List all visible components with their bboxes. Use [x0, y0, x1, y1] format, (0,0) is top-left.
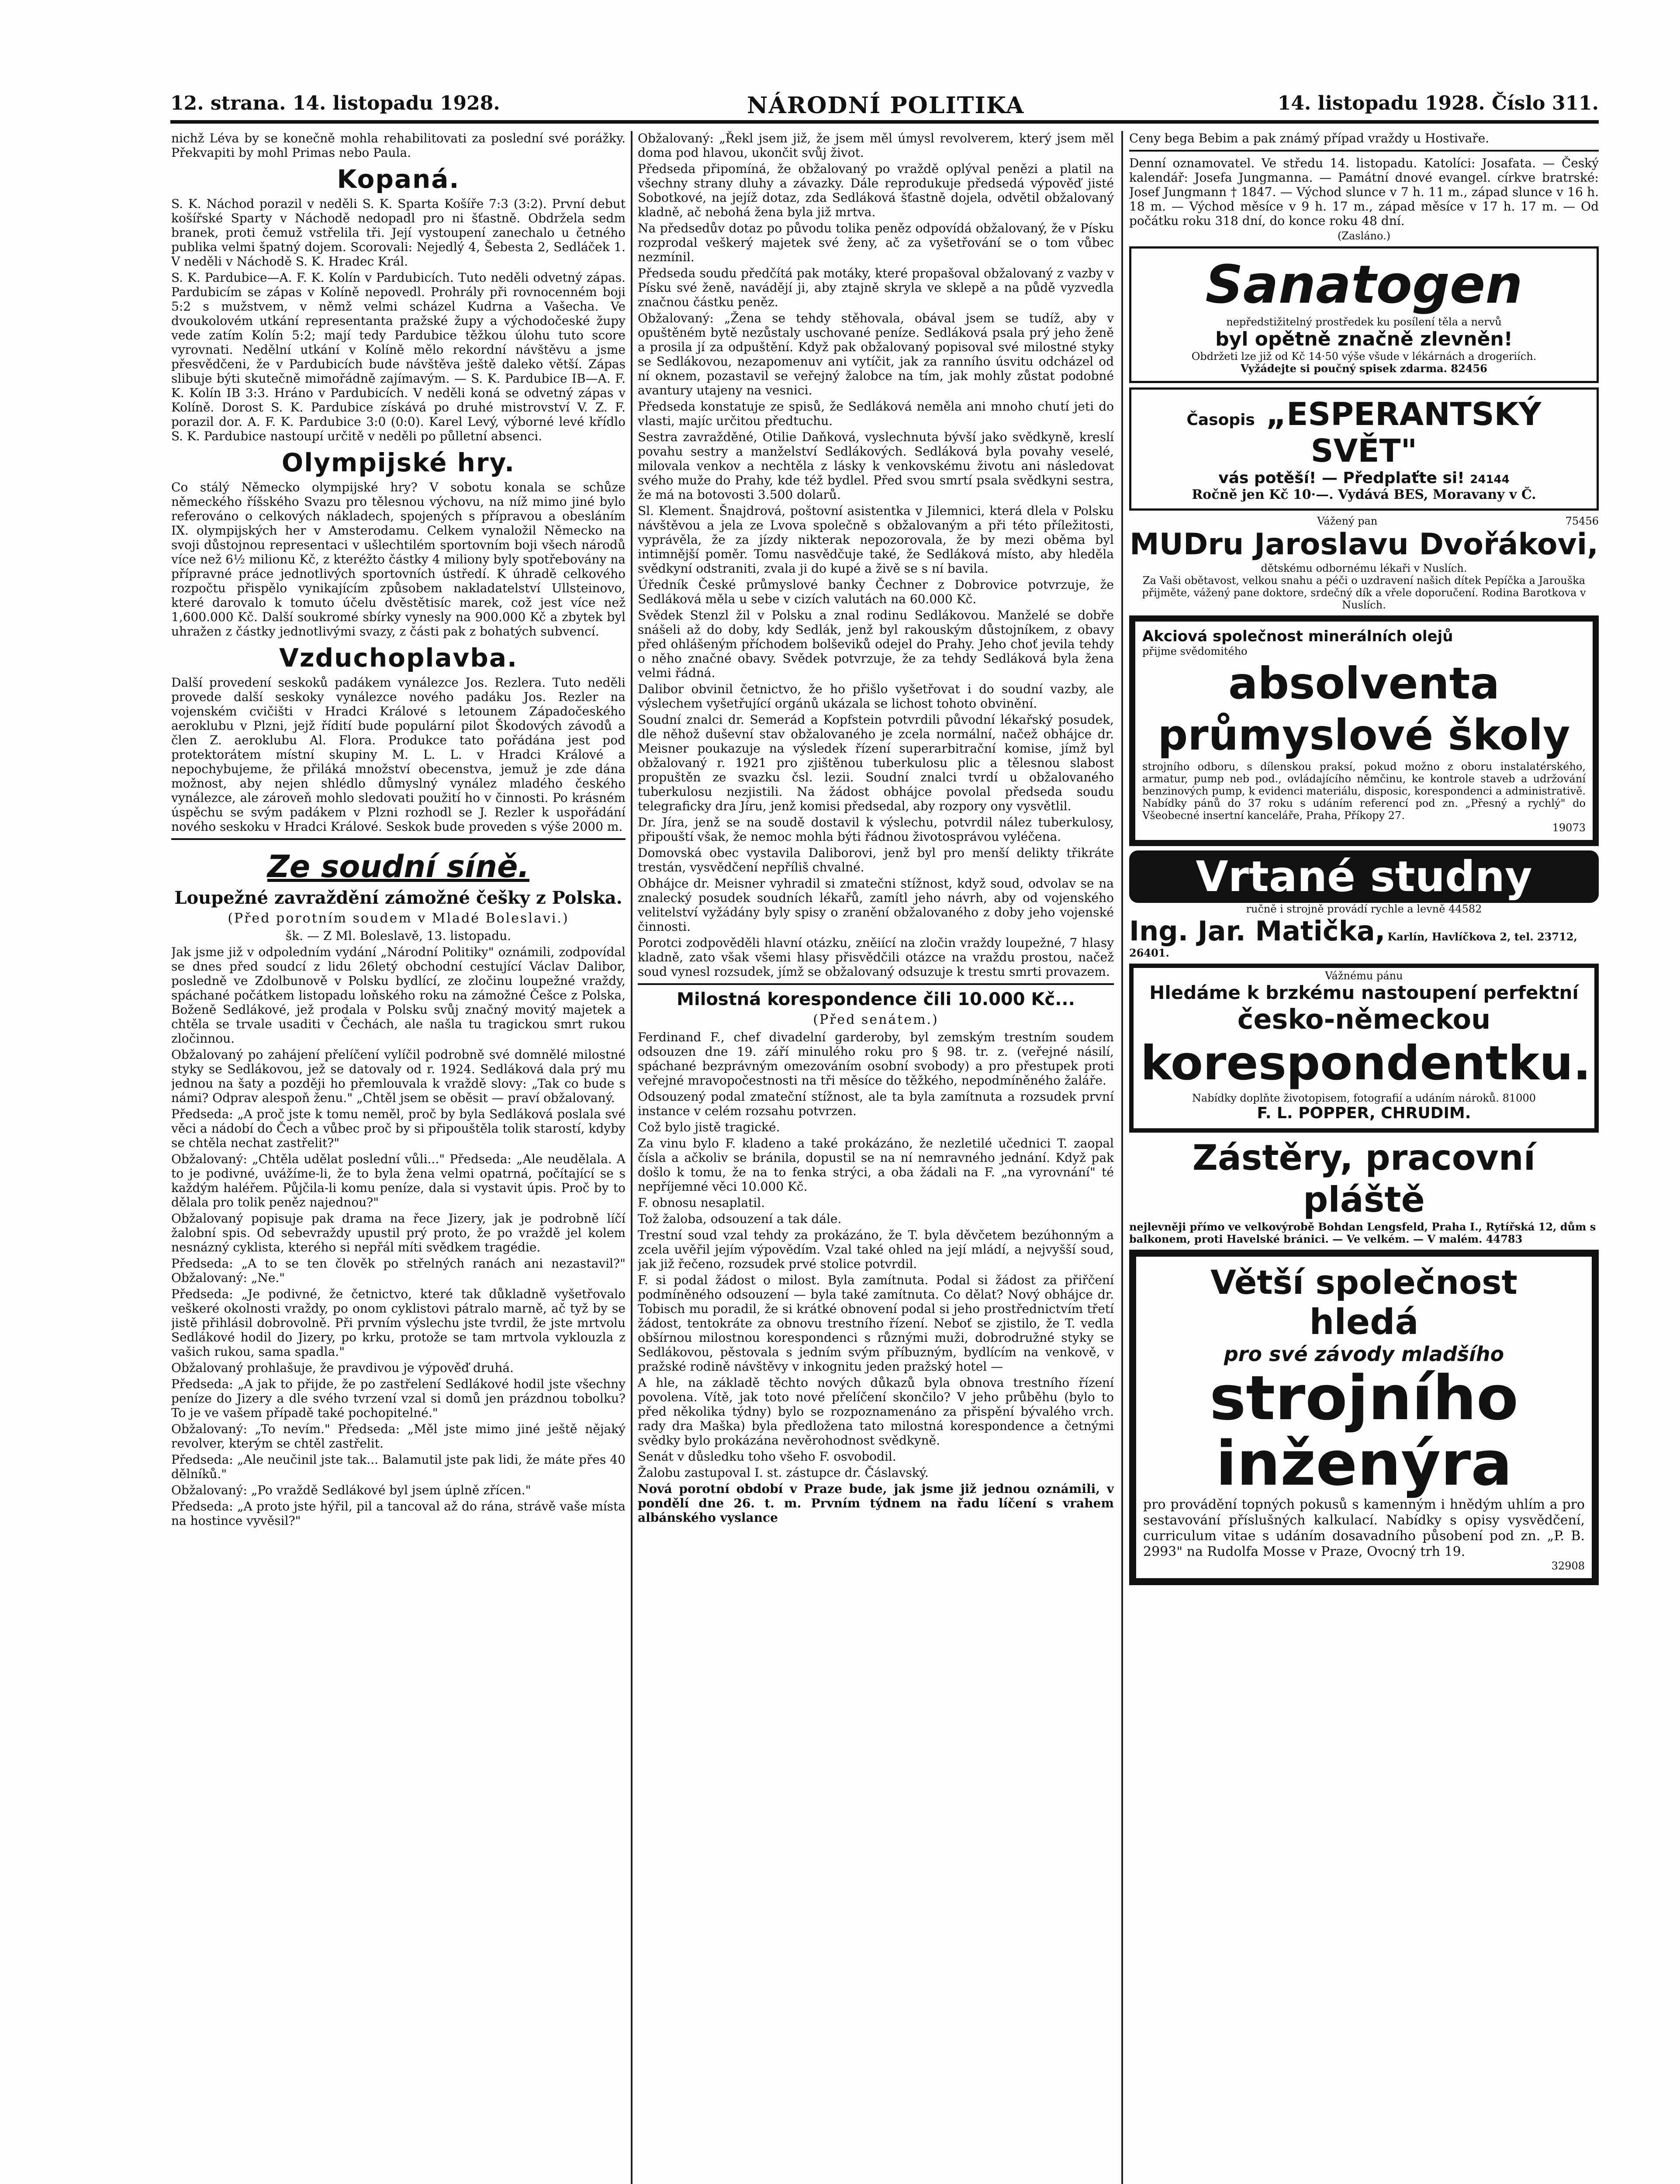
ad-text: Karlín, Havlíčkova 2, tel. 23712, 26401. — [1129, 930, 1577, 959]
text-paragraph: Předseda připomíná, že obžalovaný po vraždě oplýval penězi a platil na všechny strany dluhy a závazky. Dále reprodukuje předsedá výpověď jisté Sobotkové, na jejíž dotaz, zda Sedláková šťastně dojela, odvětil obžalovaný kladně, ač nebohá žena byla již mrtva. — [638, 162, 1114, 219]
section-title-olympijske-hry: Olympijské hry. — [281, 448, 515, 477]
text-paragraph: Svědek Stenzl žil v Polsku a znal rodinu Sedlákovou. Manželé se dobře snášeli až do doby, kdy Sedlák, jenž byl rakouským důstojníkem, z obavy před ohlášeným příchodem bolševiků odejel do Prahy. Jeho choť jevila tehdy o něho značné obavy. Svědek potvrzuje, že za tehdy Sedláková byla žena velmi řádná. — [638, 608, 1114, 680]
ad-number: 19073 — [1552, 822, 1586, 834]
ad-strojni-inzenyr — [1129, 1250, 1599, 1585]
ad-brand: Sanatogen — [1205, 255, 1523, 315]
ad-text: Ročně jen Kč 10·—. Vydává BES, Moravany v Č. — [1192, 487, 1536, 502]
ad-text: pro provádění topných pokusů s kamenným i hnědým uhlím a pro sestavování příslušných kalkulací. Nabídky s opisy vysvědčení, curriculum vitae s udáním dosavadního působení pod zn. „P. B. 2993" na Rudolfa Mosse v Praze, Ovocný trh 19. — [1143, 1497, 1585, 1559]
ad-text: ručně i strojně provádí rychle a levně — [1246, 903, 1445, 915]
text-paragraph: Odsouzený podal zmateční stížnost, ale ta byla zamítnuta a rozsudek první instance v celém rozsahu potvrzen. — [638, 1089, 1114, 1118]
zaslano-label: (Zasláno.) — [1337, 230, 1391, 242]
column-1 — [171, 131, 626, 2184]
section-title-kopana: Kopaná. — [337, 164, 460, 194]
ad-headline: Zástěry, pracovní pláště — [1192, 1137, 1536, 1220]
column-2 — [638, 131, 1114, 2184]
ad-esperanto — [1129, 387, 1599, 511]
ad-text: přijme svědomitého — [1142, 645, 1248, 657]
column-3 — [1129, 131, 1599, 2184]
ad-note: Vyžádejte si poučný spisek zdarma. — [1241, 362, 1448, 375]
text-paragraph: Ferdinand F., chef divadelní garderoby, byl zemským trestním soudem odsouzen dne 19. září minulého roku pro § 98. tr. z. (veřejné násilí, spáchané bezprávným omezováním osobní svobody) a pro přestupek proti veřejné mravopočestnosti na tři měsíce do těžkého, nepodmíněného žaláře. — [638, 1030, 1114, 1088]
masthead-title: NÁRODNÍ POLITIKA — [747, 92, 1025, 119]
text-paragraph: Soudní znalci dr. Semerád a Kopfstein potvrdili původní lékařský posudek, dle něhož duševní stav obžalovaného je zcela normální, načež obhájce dr. Meisner poukazuje na výsledek řízení superarbitrační komise, jímž byl obžalovaný r. 1921 pro zjištěnou tuberkulosu plic a tělesnou slabost propuštěn ze svazku čsl. lezii. Soudní znalci tvrdí u obžalovaného tuberkulosu nezjistili. Na žádost obhájce povolal předseda soudu telegraficky dra Jíru, jenž komisi předsedal, aby rozpory ony vysvětlil. — [638, 712, 1114, 813]
text-paragraph: Předseda: „A proto jste hýřil, pil a tancoval až do rána, strávě vaše místa na hostince vyvěsil?" — [171, 1499, 626, 1528]
text-paragraph: Nová porotní období v Praze bude, jak jsme již jednou oznámili, v pondělí dne 26. t. m. Prvním týdnem na řadu líčení s vrahem albánského vyslance — [638, 1482, 1114, 1525]
ad-studny — [1129, 850, 1599, 959]
dateline: šk. — Z Ml. Boleslavě, 13. listopadu. — [285, 929, 512, 943]
ad-text: strojního odboru, s dílenskou praksí, pokud možno z oboru instalatérského, armatur, pump neb pod., ovládajícího němčinu, ke kontrole staveb a udržování benzinových pump, k evidenci materiálu, disposic, korespondenci a administrativě. Nabídky pánů do 37 roku s udáním referencí pod zn. „Přesný a rychlý" do Všeobecné insertní kanceláře, Praha, Příkopy 27. — [1142, 760, 1586, 822]
ad-popper — [1129, 964, 1599, 1133]
ad-text: pro své závody mladšího — [1224, 1342, 1504, 1366]
ad-number: 44783 — [1486, 1233, 1523, 1245]
column-rule — [631, 131, 633, 2184]
ad-text: nepředstižitelný prostředek ku posílení těla a nervů — [1226, 316, 1502, 328]
ad-text — [1129, 903, 1599, 915]
ad-mineral-oil — [1129, 615, 1599, 846]
text-paragraph: Dalibor obvinil četnictvo, že ho přišlo vyšetřovat i do soudní vazby, ale výslechem vyšetřující orgánů ukázala se lichost tohoto obvinění. — [638, 682, 1114, 711]
ad-headline: korespondentku. — [1141, 1036, 1591, 1091]
text-paragraph: Obžalovaný po zahájení přelíčení vylíčil podrobně své domnělé milostné styky se Sedlákovou, jež se datovaly od r. 1924. Sedláková dala prý mu jednou na šaty a později ho přemlouvala k vraždě slovy: „Tak co bude s námi? Odprav alespoň ženu." „Chtěl jsem se oběsit — praví obžalovaný. — [171, 1047, 626, 1105]
ad-text: Hledáme k brzkému nastoupení perfektní — [1149, 982, 1579, 1003]
ad-headline: strojního — [1210, 1363, 1518, 1434]
article-subtitle: (Před porotním soudem v Mladé Boleslavi.) — [228, 911, 569, 926]
ad-headline: hledá — [1309, 1302, 1419, 1342]
ad-banner: Vrtané studny — [1129, 850, 1599, 903]
divider — [171, 838, 626, 840]
text-paragraph: Předseda: „A proč jste k tomu neměl, proč by byla Sedláková poslala své věci a nádobí do Čech a vůbec proč by si připouštěla tolik starostí, kdyby se chtěla nechat zastřelit?" — [171, 1107, 626, 1150]
ad-text: Nabídky doplňte životopisem, fotografií a udáním nároků. — [1192, 1092, 1499, 1104]
text-paragraph: Tož žaloba, odsouzení a tak dále. — [638, 1212, 842, 1226]
ad-headline: Ing. Jar. Matička, — [1129, 915, 1386, 947]
ad-text: Za Vaši obětavost, velkou snahu a péči o uzdravení našich dítek Pepíčka a Jarouška přijměte, vážený pane doktore, srdečný dík a vřele doporučení. Rodina Barotkova v Nuslích. — [1142, 574, 1586, 611]
text-paragraph: Domovská obec vystavila Daliborovi, jenž byl pro menší delikty třikráte trestán, vysvědčení nepříliš chvalné. — [638, 846, 1114, 874]
ad-salutation: Vážnému pánu — [1325, 970, 1403, 982]
ad-cta: vás potěší! — Předplaťte si! — [1218, 469, 1465, 487]
text-paragraph: Žalobu zastupoval I. st. zástupce dr. Čáslavský. — [638, 1465, 929, 1480]
column-rule — [1121, 131, 1123, 2184]
ad-number: 24144 — [1470, 473, 1510, 486]
text-paragraph: Obžalovaný: „To nevím." Předseda: „Měl jste mimo jiné ještě nějaký revolver, kterým se chtěl zastřelit. — [171, 1422, 626, 1451]
text-paragraph: Sl. Klement. Šnajdrová, poštovní asistentka v Jilemnici, která dlela v Polsku návštěvou a jela ze Lvova společně s obžalovaným a při této příležitosti, vyprávěla, že za jízdy nikterak nepozorovala, že by mezi oběma byl intimnější poměr. Tomu nasvědčuje také, že Sedláková místo, aby hleděla svědkyní odstraniti, zvala ji do kupé a živě se s ní bavila. — [638, 504, 1114, 576]
text-paragraph: Za vinu bylo F. kladeno a také prokázáno, že nezletilé učednici T. zaopal čísla a ačkoliv se bránila, dopustil se na ní nemravného jednání. Když pak došlo k tomu, že na to fenka strýci, a oba žádali na F. „na vyrovnání" té nepříjemné věci 10.000 Kč. — [638, 1136, 1114, 1194]
text-paragraph: Obžalovaný: „Žena se tehdy stěhovala, obával jsem se tudíž, aby v opuštěném bytě nezůstaly uschované peníze. Sedláková psala prý jeho ženě a prosila jí za odpuštění. Když pak obžalovaný popisoval své milostné styky se Sedlákovou, nezapomenuv ani vytíčit, jak za ranního úsvitu odcházel od ní oknem, pozastavil se veřejný žalobce na tím, jak mohly zůstat podobné avantury utajeny na vesnici. — [638, 311, 1114, 397]
text-paragraph: A hle, na základě těchto nových důkazů byla obnova trestního řízení povolena. Vítě, jak toto nové přelíčení skončilo? V jeho průběhu (bylo to před několika týdny) bylo se rozpoznamenáno za přispění bývalého vrch. rady dra Maška) byla předložena tato milostná korespondence a četnými svědky bylo prokázána nevěrohodnost svědkyně. — [638, 1375, 1114, 1448]
text-paragraph: Obžalovaný prohlašuje, že pravdivou je výpověď druhá. — [171, 1361, 514, 1375]
text-paragraph: S. K. Náchod porazil v neděli S. K. Sparta Košíře 7:3 (3:2). První debut košířské Sparty v Náchodě nedopadl pro ni šťastně. Obdržela sedm branek, proti čemuž vstřelila tři. Její vystoupení zanechalo u četného publika velmi špatný dojem. Scorovali: Nejedlý 4, Šebesta 2, Sedláček 1. V neděli v Náchodě S. K. Hradec Král. — [171, 197, 626, 269]
divider — [638, 983, 1114, 985]
ad-number: 81000 — [1502, 1092, 1536, 1104]
daily-calendar: Denní oznamovatel. Ve středu 14. listopadu. Katolíci: Josafata. — Český kalendář: Josefa Jungmanna. — Památní dnové evangel. církve bratrské: Josef Jungmann † 1847. — Východ slunce v 7 h. 11 m., západ slunce v 16 h. 18 m. — Východ měsíce v 9 h. 17 m., západ měsíce v 17 h. 17 m. — Od počátku roku 318 dní, do konce roku 48 dní. — [1129, 156, 1599, 228]
page-header — [170, 90, 1599, 124]
text-paragraph: Předseda konstatuje ze spisů, že Sedláková neměla ani mnoho chutí jeti do vlasti, majíc určitou předtuchu. — [638, 399, 1114, 428]
text-paragraph: Obžalovaný: „Chtěla udělat poslední vůli..." Předseda: „Ale neudělala. A to je podivné, uvážíme-li, že to byla žena velmi opatrná, počítající se s každým haléřem. Půjčila-li komu peníze, dala si vystavit úpis. Proč by to dělala pro tolik peněz najednou?" — [171, 1152, 626, 1209]
ad-text: dětskému odbornému lékaři v Nuslích. — [1261, 562, 1467, 574]
ad-headline: průmyslové školy — [1158, 711, 1570, 760]
text-paragraph: Což bylo jistě tragické. — [638, 1120, 780, 1134]
article-title: Loupežné zavraždění zámožné češky z Polska. — [174, 888, 622, 908]
text-paragraph: Co stálý Německo olympijské hry? V sobotu konala se schůze německého říšského Svazu pro tělesnou výchovu, na níž mimo jiné bylo referováno o celkových nákladech, spojených s přípravou a obesláním IX. olympijských her v Amsterodamu. Celkem vynaložil Německo na svoji důstojnou representaci v ušlechtilém sportovním boji všech národů více než 6½ milionu Kč, z kteréžto částky 4 miliony byly spotřebovány na přípravné práce jednotlivých sportovních ústředí. K úhradě celkového rozpočtu přispělo vynikajícím způsobem nakladatelství Ullsteinovo, které darovalo k tomuto účelu dvěstětisíc marek, což jest více než 1,600.000 Kč. Další soukromé sbírky vynesly na 900.000 Kč a zbytek byl uhražen z částky jednotlivými svazy, z části pak z bohatých subvencí. — [171, 480, 626, 639]
ad-contact-row — [1129, 915, 1599, 959]
section-title-soudni-sin: Ze soudní síně. — [267, 849, 530, 885]
ad-text: Obdržeti lze již od Kč 14·50 výše všude v lékárnách a drogeriích. — [1191, 350, 1537, 363]
ad-text — [1138, 363, 1590, 375]
text-paragraph: Předseda: „A jak to přijde, že po zastřelení Sedlákové hodil jste všechny peníze do Jizery a dle svého tvrzení vzal si domů jen prázdnou tobolku? To je ve vašem případě také pochopitelné." — [171, 1377, 626, 1420]
text-paragraph: Ceny bega Bebim a pak známý případ vraždy u Hostivaře. — [1129, 131, 1490, 145]
header-right: 14. listopadu 1928. Číslo 311. — [1277, 92, 1599, 114]
text-paragraph: Obžalovaný: „Řekl jsem již, že jsem měl úmysl revolverem, který jsem měl doma pod hlavou, ukončit svůj život. — [638, 131, 1114, 160]
text-paragraph: Úředník České průmyslové banky Čechner z Dobrovice potvrzuje, že Sedláková měla u sebe v cizích valutách na 60.000 Kč. — [638, 577, 1114, 606]
text-paragraph: Sestra zavražděné, Otilie Daňková, vyslechnuta bývší jako svědkyně, kreslí povahu sestry a manželství Sedlákových. Sedláková byla povahy veselé, milovala venkov a nechtěla z lásky k venkovskému životu ani následovat svého muže do Prahy, kde též bydlel. Před svou smrtí psala svědkyni sestra, že má na botovosti 3.500 dolarů. — [638, 430, 1114, 502]
ad-sanatogen — [1129, 246, 1599, 383]
ad-number: 44582 — [1448, 903, 1482, 915]
ad-text — [1129, 515, 1599, 527]
ad-headline: MUDru Jaroslavu Dvořákovi, — [1130, 527, 1598, 562]
text-paragraph: Senát v důsledku toho všeho F. osvobodil. — [638, 1449, 896, 1464]
ad-headline: byl opětně značně zlevněn! — [1215, 328, 1513, 350]
ad-zastery — [1129, 1137, 1599, 1245]
ad-text — [1138, 469, 1590, 487]
ad-number: 32908 — [1551, 1560, 1585, 1572]
text-paragraph: S. K. Pardubice—A. F. K. Kolín v Pardubicích. Tuto neděli odvetný zápas. Pardubicím se zápas v Kolíně nepovedl. Prohrály při rovnocenném boji 5:2 s mužstvem, v němž velmi scházel Kudrna a Vašecha. Ve dvoukolovém utkání representanta pražské župy a východočeské župy vede zatím Kolín 5:2; mají tedy Pardubice těžkou úlohu tuto score vyrovnati. Nedělní utkání v Kolíně mělo rekordní návštěvu a jsme přesvědčeni, že v Pardubicích bude návštěva ještě daleko větší. Zápas slibuje býti skutečně mimořádně zajímavým. — S. K. Pardubice IB—A. F. K. Kolín IB 3:3. Hráno v Pardubicích. V neděli koná se odvetný zápas v Kolíně. Dorost S. K. Pardubice získává po druhé mistrovství V. Z. F. porazil dor. A. F. K. Pardubice 3:0 (0:0). Karel Levý, výborné levé křídlo S. K. Pardubice nastoupí určitě v neděli po půlletní absenci. — [171, 270, 626, 443]
text-paragraph: Trestní soud vzal tehdy za prokázáno, že T. byla děvčetem bezúhonným a zcela uvěřil jejím výpovědím. Vzal také ohled na její mládí, a nejvyšší soud, jak již řečeno, rozsudek prvé stolice potvrdil. — [638, 1228, 1114, 1271]
text-paragraph: Další provedení seskoků padákem vynálezce Jos. Rezlera. Tuto neděli provede další seskoky vynálezce nového padáku Jos. Rezler na vojenském cvičišti v Hradci Králové s letounem Západočeského aeroklubu v Plzni, jejž řídití bude populární pilot Škodových závodů a člen Z. aeroklubu Al. Flora. Produkce tato pořádána jest pod protektorátem místní skupiny M. L. L. v Hradci Králové a nepochybujeme, že přiláká množství obecenstva, jemuž je zde dána možnost, aby nejen shlédlo důmyslný vynález mladého českého vynálezce, ale zároveň mohlo sledovati použití ho v činnosti. Po krásném úspěchu se svým padákem v Plzni rozhodl se J. Rezler k uspořádání nového seskoku v Hradci Králové. Seskok bude proveden s výše 2000 m. — [171, 675, 626, 834]
ad-text: F. L. POPPER, CHRUDIM. — [1257, 1104, 1471, 1122]
header-left: 12. strana. 14. listopadu 1928. — [170, 92, 500, 114]
ad-salutation: Vážený pan — [1317, 515, 1378, 527]
section-title-vzduchoplavba: Vzduchoplavba. — [279, 643, 518, 673]
text-paragraph: Jak jsme již v odpoledním vydání „Národní Politiky" oznámili, zodpovídal se dnes před soudcí z lidu 26letý obchodní cestující Václav Dalibor, posledně ve Zdolbunově v Polsku bydlící, ze zločinu loupežné vraždy, spáchané počátkem listopadu loňského roku na zámožné Češce z Polska, Boženě Sedlákové, jež prodala v Polsku svůj značný movitý majetek a chtěla se trvale usaditi v Čechách, ale našla tu tragickou smrt rukou zločinnou. — [171, 945, 626, 1046]
text-paragraph: Předseda: „Ale neučinil jste tak... Balamutil jste pak lidi, že máte přes 40 dělníků." — [171, 1452, 626, 1481]
ad-number: 82456 — [1451, 362, 1487, 375]
ad-number: 75456 — [1565, 515, 1599, 527]
ad-headline: Větší společnost — [1210, 1263, 1518, 1302]
ad-mudr — [1129, 515, 1599, 611]
article-title: Milostná korespondence čili 10.000 Kč... — [677, 989, 1075, 1009]
text-paragraph: Předseda: „Je podivné, že četnictvo, které tak důkladně vyšetřovalo veškeré okolnosti vraždy, po onom cyklistovi pátralo marně, ač tyž by se jistě přihlásil dobrovolně. Při prvním výslechu jste tvrdil, že jste mrtvolu Sedlákové hodil do Jizery, po krku, protože se tam mrtvola vyklouzla z vašich rukou, sama spadla." — [171, 1287, 626, 1359]
text-paragraph: Dr. Jíra, jenž se na soudě dostavil k výslechu, potvrdil nález tuberkulosy, připouští však, že nemoc mohla býti řádnou životosprávou vyléčena. — [638, 815, 1114, 844]
text-paragraph: Porotci zodpověděli hlavní otázku, zněiící na zločin vraždy loupežné, 7 hlasy kladně, zato však všemi hlasy přisvědčili otázce na vraždu prostou, načež soud vynesl rozsudek, jímž se obžalovaný odsuzuje k trestu smrti provazem. — [638, 936, 1114, 979]
text-paragraph: Obžalovaný: „Po vraždě Sedlákové byl jsem úplně zřícen." — [171, 1483, 531, 1497]
text-paragraph: Předseda: „A to se ten člověk po střelných ranách ani nezastavil?" Obžalovaný: „Ne." — [171, 1256, 626, 1285]
article-subtitle: (Před senátem.) — [813, 1012, 939, 1027]
ad-text: nejlevněji přímo ve velkovýrobě Bohdan Lengsfeld, Praha I., Rytířská 12, dům s balkonem, proti Havelské bránici. — Ve velkém. — V malém. — [1129, 1220, 1596, 1245]
divider — [1129, 150, 1599, 152]
text-paragraph: nichž Léva by se konečně mohla rehabilitovati za poslední své porážky. Překvapiti by mohl Primas nebo Paula. — [171, 131, 626, 160]
text-paragraph: Na předsedův dotaz po původu tolika peněz odpovídá obžalovaný, že v Písku rozprodal veškerý majetek své ženy, ač za vyšetřování se o tom vůbec nezmínil. — [638, 221, 1114, 264]
text-paragraph: Obžalovaný popisuje pak drama na řece Jizery, jak je podrobně líčí žalobní spis. Od sebevraždy upustil prý proto, že po vraždě jel kolem nesnázný cyklista, kterého si nepřál míti svědkem tragédie. — [171, 1211, 626, 1254]
ad-text — [1141, 1092, 1587, 1104]
ad-headline — [1138, 396, 1590, 469]
text-paragraph: F. obnosu nesaplatil. — [638, 1196, 765, 1210]
ad-headline: česko-německou — [1237, 1003, 1491, 1035]
text-paragraph: F. si podal žádost o milost. Byla zamítnuta. Podal si žádost za přiřčení podmíněného odsouzení — byla také zamítnuta. Co dělat? Nový obhájce dr. Tobisch mu poradil, že si krátké obnovení podal si jeho prostřednictvím třetí žádost, tentokráte za obnovu trestního řízení. Neboť se zjistilo, že T. vedla obšírnou milostnou korespondenci s různými muži, dobrodružné styky se Sedlákovou, pěstovala s jedním svým příbuzným, bydlícím na venkově, v pražské rodině návštěvy v inkognitu jeden pražský hotel — — [638, 1273, 1114, 1374]
ad-headline: inženýra — [1216, 1428, 1512, 1500]
ad-brand: „ESPERANTSKÝ SVĚT" — [1265, 396, 1542, 469]
ad-text — [1129, 1221, 1599, 1245]
ad-text: Akciová společnost minerálních olejů — [1142, 628, 1453, 645]
ad-headline: absolventa — [1228, 658, 1500, 709]
ad-label: Časopis — [1186, 411, 1255, 429]
text-paragraph: Obhájce dr. Meisner vyhradil si zmatečni stížnost, když soud, odvolav se na znalecký posudek soudních lékařů, zamítl jeho návrh, aby od vojenského velitelství vyžádány byly spisy o zranění obžalovaného z doby jeho vojenské činnosti. — [638, 876, 1114, 934]
text-paragraph: Předseda soudu předčítá pak motáky, které propašoval obžalovaný z vazby v Písku své ženě, navádějí ji, aby ztajně skryla ve sklepě a na půdě vyzvedla značnou částku peněz. — [638, 266, 1114, 309]
